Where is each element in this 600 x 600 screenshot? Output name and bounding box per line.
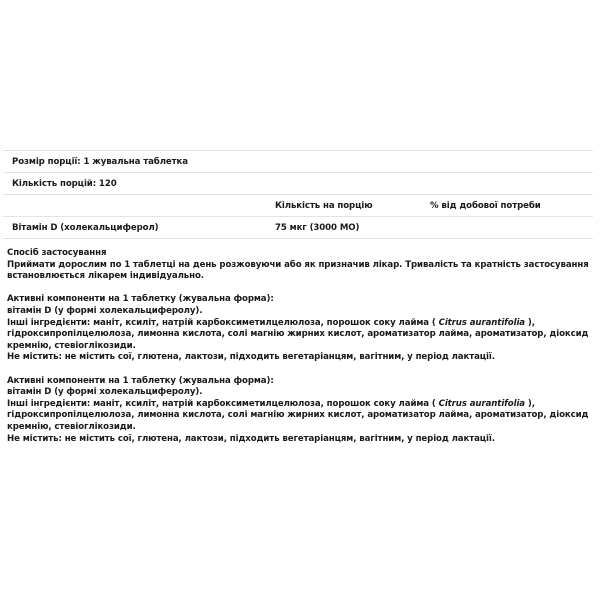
supplement-facts-table xyxy=(3,150,593,239)
other-ingredients: Інші інгредієнти: маніт, ксиліт, натрій карбоксиметилцелюлоза, порошок соку лайма ( Citrus aurantifolia ), xyxy=(7,398,535,409)
table-row-vitamin-d xyxy=(3,216,593,239)
servings-count: Кількість порцій: 120 xyxy=(12,179,117,189)
active-components-title: Активні компоненти на 1 таблетку (жувальна форма): xyxy=(7,375,274,386)
table-row-serving-size xyxy=(3,150,593,172)
usage-line-1: Приймати дорослим по 1 таблетці на день розжовуючи або як призначив лікар. Тривалість та кратність застосування xyxy=(7,259,589,270)
column-header-amount: Кількість на порцію xyxy=(275,201,373,211)
usage-line-2: встановлюється лікарем індивідуально. xyxy=(7,271,204,282)
other-ingredients-line-3: кремнію, стевіоглікозиди. xyxy=(7,340,136,351)
serving-size: Розмір порції: 1 жувальна таблетка xyxy=(12,157,188,167)
product-description xyxy=(7,248,597,445)
latin-name: Citrus aurantifolia xyxy=(438,398,525,409)
active-components-title: Активні компоненти на 1 таблетку (жувальна форма): xyxy=(7,294,274,305)
other-ingredients: Інші інгредієнти: маніт, ксиліт, натрій карбоксиметилцелюлоза, порошок соку лайма ( Citrus aurantifolia ), xyxy=(7,317,535,328)
supplement-facts xyxy=(0,150,600,239)
usage-title: Спосіб застосування xyxy=(7,248,107,258)
free-from: Не містить: не містить сої, глютена, лактози, підходить вегетаріанцям, вагітним, у період лактації. xyxy=(7,352,495,363)
active-components-value: вітамін D (у формі холекальциферолу). xyxy=(7,305,203,316)
nutrient-amount: 75 мкг (3000 МО) xyxy=(275,223,360,233)
column-header-daily-value: % від добової потреби xyxy=(430,201,541,211)
other-ingredients-line-2: гідроксипропілцелюлоза, лимонна кислота, солі магнію жирних кислот, ароматизатор лайма, ароматизатор, діоксид xyxy=(7,329,589,340)
other-ingredients-line-2: гідроксипропілцелюлоза, лимонна кислота, солі магнію жирних кислот, ароматизатор лайма, ароматизатор, діоксид xyxy=(7,410,589,421)
table-row-servings-count xyxy=(3,172,593,194)
nutrient-name: Вітамін D (холекальциферол) xyxy=(12,223,159,233)
other-ingredients-line-3: кремнію, стевіоглікозиди. xyxy=(7,421,136,432)
active-components-value: вітамін D (у формі холекальциферолу). xyxy=(7,387,203,398)
free-from: Не містить: не містить сої, глютена, лактози, підходить вегетаріанцям, вагітним, у період лактації. xyxy=(7,433,495,444)
latin-name: Citrus aurantifolia xyxy=(438,317,525,328)
table-header-row xyxy=(3,194,593,216)
